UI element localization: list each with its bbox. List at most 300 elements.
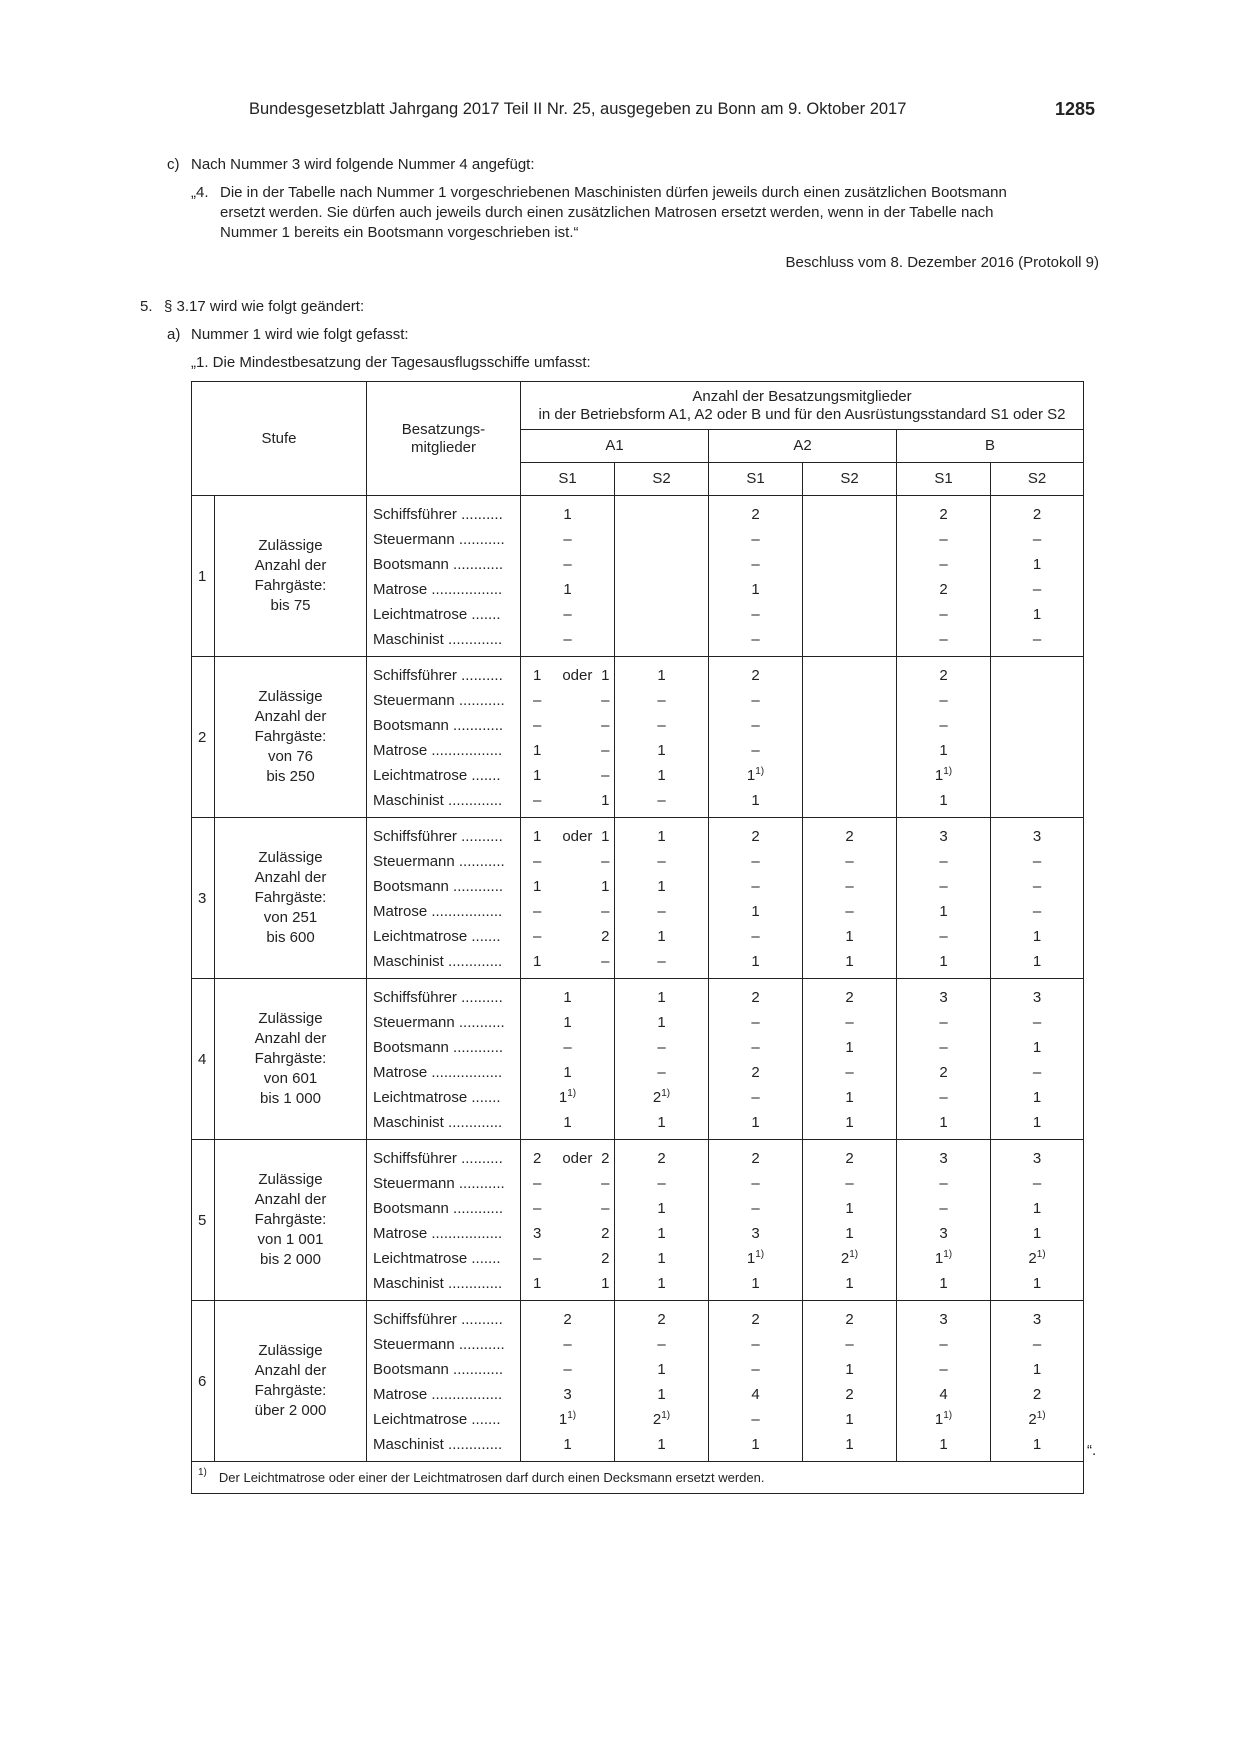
value: 1 (657, 1361, 666, 1378)
crew-role: Steuermann ........... (373, 531, 505, 548)
value: – (751, 1089, 760, 1106)
stage-description (215, 657, 367, 818)
value-cell-a2s1 (709, 496, 803, 657)
crew-table (191, 381, 1084, 1494)
value-pair (521, 1221, 614, 1246)
value (803, 663, 896, 688)
value-cell-a1-s1 (521, 818, 615, 979)
value-cell-bs1 (897, 818, 991, 979)
value-alternative (558, 924, 597, 949)
value-pair (521, 824, 614, 849)
crew-role-list (367, 496, 521, 657)
value: 3 (939, 1150, 948, 1167)
value: 1 (533, 742, 542, 759)
value: 3 (1032, 1150, 1042, 1167)
footnote-ref: 1) (849, 1249, 859, 1260)
value-pair (521, 713, 614, 738)
value-cell-a1-s1 (521, 657, 615, 818)
value: 1 (845, 1089, 854, 1106)
value: – (533, 1175, 542, 1192)
value: 1 (845, 953, 854, 970)
value: 1 (657, 767, 666, 784)
value: 1 (845, 1411, 854, 1428)
value: – (939, 717, 948, 734)
value: – (533, 692, 542, 709)
value: – (1032, 1175, 1042, 1192)
crew-role: Leichtmatrose ....... (373, 1411, 501, 1428)
value (803, 788, 896, 813)
value: – (601, 767, 610, 784)
value-pair (521, 1146, 614, 1171)
value: – (1032, 1336, 1042, 1353)
value: 1 (601, 828, 610, 845)
crew-role: Leichtmatrose ....... (373, 928, 501, 945)
crew-role: Schiffsführer .......... (373, 828, 503, 845)
value: 2 (939, 667, 948, 684)
value: 1$^{1)}$ (934, 1410, 953, 1428)
value: 2 (939, 506, 948, 523)
value: 2 (845, 1386, 854, 1403)
value: 3 (939, 989, 948, 1006)
crew-role: Steuermann ........... (373, 1336, 505, 1353)
value-pair (521, 738, 614, 763)
value: 1 (1032, 556, 1042, 573)
value: 1 (939, 792, 948, 809)
value: – (533, 717, 542, 734)
value: 1 (939, 1275, 948, 1292)
value (803, 688, 896, 713)
value-alternative (558, 874, 597, 899)
value: – (657, 1175, 666, 1192)
crew-role: Maschinist ............. (373, 792, 503, 809)
value-cell-a1s2 (615, 496, 709, 657)
header-standard: S1 (897, 463, 991, 496)
value: – (657, 1336, 666, 1353)
value: – (533, 853, 542, 870)
value-cell-bs2 (991, 818, 1084, 979)
footnote-text: Der Leichtmatrose oder einer der Leichtmatrosen darf durch einen Decksmann ersetzt werden. (218, 1470, 765, 1485)
crew-role: Bootsmann ............ (373, 1200, 504, 1217)
crew-role: Bootsmann ............ (373, 1361, 504, 1378)
value: – (751, 1361, 760, 1378)
value: 1 (563, 1064, 572, 1081)
value: 1 (563, 1436, 572, 1453)
value-pair (521, 1171, 614, 1196)
value: – (845, 878, 854, 895)
value-cell-a1s2 (615, 657, 709, 818)
value: 1 (845, 1225, 854, 1242)
stage-row (192, 818, 1084, 979)
value: – (751, 1014, 760, 1031)
value: – (939, 1175, 948, 1192)
value: 2 (845, 989, 854, 1006)
value: 2 (751, 1150, 760, 1167)
value: 1 (657, 1275, 666, 1292)
stage-description-line: über 2 000 (254, 1402, 327, 1419)
footnote-ref: 1) (755, 766, 765, 777)
stage-number: 5 (192, 1140, 215, 1301)
value: 1 (845, 1436, 854, 1453)
stage-description-line: Fahrgäste: (254, 889, 327, 906)
header-count-line-2: in der Betriebsform A1, A2 oder B und für den Ausrüstungsstandard S1 oder S2 (538, 405, 1066, 423)
value (615, 502, 708, 527)
value-alternative (558, 849, 597, 874)
value-pair (521, 1246, 614, 1271)
value (803, 577, 896, 602)
value: – (657, 953, 666, 970)
value: – (751, 853, 760, 870)
value: – (533, 928, 542, 945)
value: – (601, 903, 610, 920)
crew-role: Matrose ................. (373, 742, 503, 759)
section-5-number: 5. (140, 298, 153, 315)
crew-role: Bootsmann ............ (373, 556, 504, 573)
value: 2$^{1)}$ (1028, 1249, 1046, 1267)
value: 1$^{1)}$ (746, 766, 765, 784)
value-pair (521, 788, 614, 813)
crew-role: Leichtmatrose ....... (373, 606, 501, 623)
value: 1 (751, 953, 760, 970)
value: – (601, 1175, 610, 1192)
value: 1 (751, 581, 760, 598)
value-pair (521, 688, 614, 713)
value: – (939, 606, 948, 623)
crew-role: Steuermann ........... (373, 692, 505, 709)
value-cell-bs1 (897, 496, 991, 657)
value: 1 (533, 828, 542, 845)
value: 1 (563, 506, 572, 523)
value: 1 (939, 903, 948, 920)
value: – (601, 692, 610, 709)
footnote-ref: 1) (1036, 1410, 1046, 1421)
value-cell-a2s2 (803, 1140, 897, 1301)
value: – (751, 631, 760, 648)
crew-role: Matrose ................. (373, 1386, 503, 1403)
value-pair (521, 949, 614, 974)
value: 1 (845, 1114, 854, 1131)
value: – (563, 556, 572, 573)
value-cell-bs1 (897, 979, 991, 1140)
stage-description-line: bis 1 000 (260, 1090, 321, 1107)
value: 3 (939, 1225, 948, 1242)
value-cell-a2s1 (709, 1301, 803, 1462)
value-alternative (558, 1221, 597, 1246)
value-cell-a2s1 (709, 979, 803, 1140)
value: 1 (1032, 1200, 1042, 1217)
value: 2$^{1)}$ (840, 1249, 859, 1267)
value: – (533, 903, 542, 920)
value: 1$^{1)}$ (558, 1410, 577, 1428)
value: 1 (939, 742, 948, 759)
value (615, 577, 708, 602)
value: – (939, 1361, 948, 1378)
stage-description-line: Fahrgäste: (254, 1382, 327, 1399)
crew-role-list (367, 818, 521, 979)
section-5a-text: Nummer 1 wird wie folgt gefasst: (191, 326, 409, 343)
value: 3 (563, 1386, 572, 1403)
value: 1 (533, 953, 542, 970)
value: 1 (657, 1014, 666, 1031)
crew-role-list (367, 979, 521, 1140)
header-standard: S2 (615, 463, 709, 496)
value: 1$^{1)}$ (934, 1249, 953, 1267)
value: 1 (845, 1275, 854, 1292)
value: – (751, 742, 760, 759)
stage-description-line: Anzahl der (254, 1030, 327, 1047)
value: 1 (601, 667, 610, 684)
value (991, 688, 1083, 713)
value (615, 602, 708, 627)
value: – (563, 1039, 572, 1056)
header-standard: S1 (709, 463, 803, 496)
header-count (521, 382, 1084, 430)
value-cell-bs1 (897, 657, 991, 818)
value: 2 (939, 1064, 948, 1081)
value: 2 (657, 1311, 666, 1328)
value-cell-a1s2 (615, 979, 709, 1140)
value: – (657, 1064, 666, 1081)
crew-role: Leichtmatrose ....... (373, 767, 501, 784)
value: – (1032, 581, 1042, 598)
value: 2 (601, 928, 610, 945)
value: – (751, 1175, 760, 1192)
crew-role: Matrose ................. (373, 903, 503, 920)
value-alternative: oder (562, 667, 593, 684)
header-standard: S2 (803, 463, 897, 496)
value: 2 (751, 1064, 760, 1081)
value: 4 (751, 1386, 760, 1403)
value: 1 (657, 928, 666, 945)
value-pair (521, 1271, 614, 1296)
footnote-ref: 1) (943, 766, 953, 777)
value: – (845, 1064, 854, 1081)
crew-role: Steuermann ........... (373, 1014, 505, 1031)
stage-description-line: Fahrgäste: (254, 577, 327, 594)
value-alternative: oder (562, 828, 593, 845)
value: 3 (1032, 989, 1042, 1006)
stage-description-line: Zulässige (258, 1010, 323, 1027)
stage-description-line: Zulässige (258, 1171, 323, 1188)
value (991, 713, 1083, 738)
value: – (845, 853, 854, 870)
value: – (845, 1336, 854, 1353)
value: – (751, 556, 760, 573)
value: – (563, 1336, 572, 1353)
section-c-text: Nach Nummer 3 wird folgende Nummer 4 angefügt: (191, 156, 535, 173)
value: – (1032, 531, 1042, 548)
value: 1 (845, 928, 854, 945)
value: 4 (939, 1386, 948, 1403)
header-stufe: Stufe (192, 382, 367, 496)
value: 1 (939, 953, 948, 970)
value: 1 (939, 1436, 948, 1453)
value-alternative (558, 763, 597, 788)
value: – (563, 1361, 572, 1378)
value-cell-a2s2 (803, 496, 897, 657)
value-alternative (558, 688, 597, 713)
value: – (751, 1039, 760, 1056)
value: – (751, 1411, 760, 1428)
value: – (939, 878, 948, 895)
value: – (601, 953, 610, 970)
value: 2$^{1)}$ (1028, 1410, 1046, 1428)
stage-row (192, 1140, 1084, 1301)
value-alternative (558, 1246, 597, 1271)
value: 1 (751, 903, 760, 920)
value (991, 763, 1083, 788)
value: 1 (657, 878, 666, 895)
stage-number: 4 (192, 979, 215, 1140)
value: 1 (601, 1275, 610, 1292)
value: 1 (1032, 1275, 1042, 1292)
crew-role: Matrose ................. (373, 1064, 503, 1081)
value: 1 (939, 1114, 948, 1131)
value: – (751, 1200, 760, 1217)
value: – (533, 1250, 542, 1267)
crew-role: Steuermann ........... (373, 853, 505, 870)
value (803, 713, 896, 738)
value (615, 552, 708, 577)
value: 1 (533, 1275, 542, 1292)
value: – (601, 742, 610, 759)
value-cell-a2s2 (803, 979, 897, 1140)
value: 1$^{1)}$ (558, 1088, 577, 1106)
value: 2 (563, 1311, 572, 1328)
value: – (563, 631, 572, 648)
value: – (939, 1014, 948, 1031)
value-cell-bs2 (991, 1301, 1084, 1462)
footnote-ref: 1) (755, 1249, 765, 1260)
value (803, 738, 896, 763)
value: – (751, 717, 760, 734)
value-cell-a2s1 (709, 818, 803, 979)
value: – (657, 717, 666, 734)
value-cell-a1-s1 (521, 979, 615, 1140)
quote-line-1: Die in der Tabelle nach Nummer 1 vorgeschriebenen Maschinisten dürfen jeweils durch einen zusätzlichen Bootsmann (220, 184, 1007, 201)
value: – (751, 531, 760, 548)
value: 1 (1032, 1114, 1042, 1131)
value: 1 (1032, 1089, 1042, 1106)
value: – (939, 1039, 948, 1056)
stage-row (192, 979, 1084, 1140)
value: – (657, 1039, 666, 1056)
value: 1 (1032, 1436, 1042, 1453)
stage-number: 3 (192, 818, 215, 979)
value: – (563, 606, 572, 623)
value: 2 (845, 828, 854, 845)
value: 1 (563, 581, 572, 598)
value: 2 (751, 1311, 760, 1328)
value-pair (521, 924, 614, 949)
value (615, 627, 708, 652)
value: – (657, 692, 666, 709)
value (803, 552, 896, 577)
value (615, 527, 708, 552)
value: – (657, 903, 666, 920)
value: – (939, 1200, 948, 1217)
value: 3 (939, 1311, 948, 1328)
value: 2 (845, 1311, 854, 1328)
value-cell-a2s2 (803, 818, 897, 979)
crew-role: Bootsmann ............ (373, 1039, 504, 1056)
header-crew-line-2: mitglieder (410, 438, 477, 456)
value: – (1032, 903, 1042, 920)
value: 1 (1032, 928, 1042, 945)
value: 1 (845, 1361, 854, 1378)
value: – (657, 853, 666, 870)
value: 3 (751, 1225, 760, 1242)
value-cell-bs1 (897, 1301, 991, 1462)
stage-description-line: von 251 (263, 909, 318, 926)
stage-description-line: Fahrgäste: (254, 1050, 327, 1067)
value: 1 (1032, 606, 1042, 623)
value: 1 (533, 667, 542, 684)
value: – (601, 717, 610, 734)
value-cell-a1s2 (615, 818, 709, 979)
value: – (563, 531, 572, 548)
value: 1 (657, 1250, 666, 1267)
value-alternative: oder (562, 1150, 593, 1167)
value: – (939, 692, 948, 709)
value: 2 (939, 581, 948, 598)
crew-role: Bootsmann ............ (373, 717, 504, 734)
stage-description-line: Zulässige (258, 1342, 323, 1359)
header-mode-a1: A1 (521, 430, 709, 463)
value: 1 (563, 1014, 572, 1031)
value (803, 527, 896, 552)
footnote-ref: 1) (567, 1410, 577, 1421)
footnote-ref: 1) (943, 1410, 953, 1421)
value: 1 (657, 1386, 666, 1403)
crew-role: Bootsmann ............ (373, 878, 504, 895)
crew-role: Schiffsführer .......... (373, 1311, 503, 1328)
stage-description-line: Fahrgäste: (254, 728, 327, 745)
crew-role: Matrose ................. (373, 1225, 503, 1242)
value-pair (521, 663, 614, 688)
value: 2 (751, 667, 760, 684)
crew-role: Schiffsführer .......... (373, 667, 503, 684)
value: – (1032, 878, 1042, 895)
footnote-ref: 1) (943, 1249, 953, 1260)
stage-row (192, 496, 1084, 657)
footnote-ref: 1) (1036, 1249, 1046, 1260)
stage-description-line: bis 2 000 (260, 1251, 321, 1268)
value: 1 (657, 828, 666, 845)
value: 1 (657, 1114, 666, 1131)
crew-role: Maschinist ............. (373, 1275, 503, 1292)
value: 1 (751, 1436, 760, 1453)
crew-role: Leichtmatrose ....... (373, 1089, 501, 1106)
stage-number: 6 (192, 1301, 215, 1462)
value: 3 (1032, 1311, 1042, 1328)
section-5a-label: a) (167, 326, 181, 343)
value (803, 602, 896, 627)
stage-description-line: Zulässige (258, 688, 323, 705)
value: 1 (657, 989, 666, 1006)
value: – (939, 631, 948, 648)
stage-description-line: Zulässige (258, 537, 323, 554)
crew-role: Matrose ................. (373, 581, 503, 598)
value (803, 627, 896, 652)
stage-description-line: Fahrgäste: (254, 1211, 327, 1228)
value (991, 738, 1083, 763)
value: – (751, 928, 760, 945)
value-alternative (558, 738, 597, 763)
footnote-ref: 1) (567, 1088, 577, 1099)
value (991, 788, 1083, 813)
value: – (533, 792, 542, 809)
value: – (751, 878, 760, 895)
